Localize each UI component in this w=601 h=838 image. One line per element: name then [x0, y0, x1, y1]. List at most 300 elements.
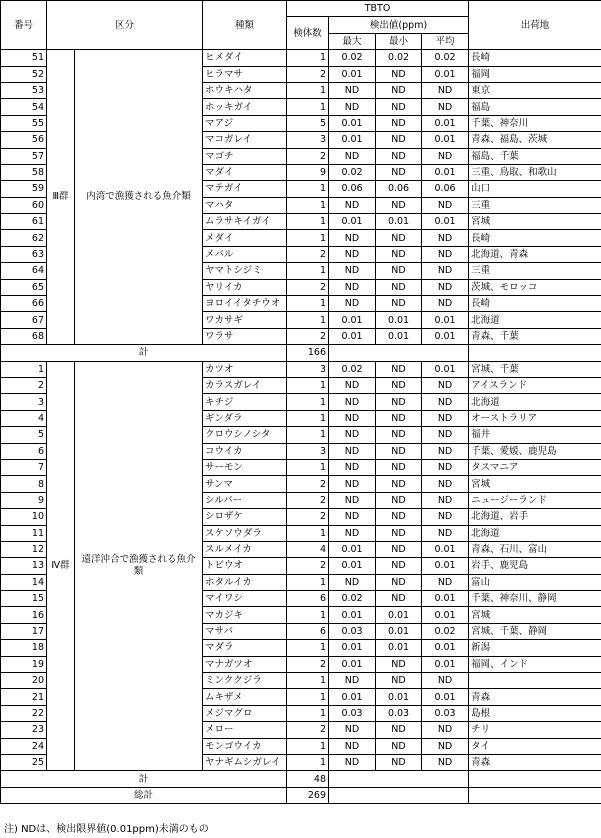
row-count: 2 — [287, 492, 329, 508]
row-max: 0.06 — [329, 181, 376, 197]
row-origin: ニュージーランド — [469, 492, 601, 508]
row-no: 9 — [1, 492, 47, 508]
row-kind: マイワシ — [203, 591, 287, 607]
row-avg: ND — [422, 279, 469, 295]
row-kind: サーモン — [203, 459, 287, 475]
row-origin: 千葉、神奈川 — [469, 115, 601, 131]
row-count: 2 — [287, 656, 329, 672]
row-no: 1 — [1, 361, 47, 377]
row-avg: 0.01 — [422, 66, 469, 82]
row-count: 1 — [287, 689, 329, 705]
row-kind: メロー — [203, 722, 287, 738]
row-max: ND — [329, 377, 376, 393]
row-count: 2 — [287, 509, 329, 525]
row-avg: ND — [422, 459, 469, 475]
row-min: ND — [376, 591, 422, 607]
row-min: 0.01 — [376, 640, 422, 656]
row-count: 1 — [287, 296, 329, 312]
row-count: 2 — [287, 476, 329, 492]
group3-total-value: 166 — [287, 345, 329, 361]
header-max: 最大 — [329, 33, 376, 49]
row-no: 8 — [1, 476, 47, 492]
row-max: ND — [329, 279, 376, 295]
row-no: 51 — [1, 50, 47, 66]
row-avg: 0.06 — [422, 181, 469, 197]
row-avg: ND — [422, 410, 469, 426]
row-no: 55 — [1, 115, 47, 131]
row-kind: マカジキ — [203, 607, 287, 623]
row-kind: メダイ — [203, 230, 287, 246]
row-origin: 三重 — [469, 263, 601, 279]
row-min: 0.01 — [376, 689, 422, 705]
row-origin: タスマニア — [469, 459, 601, 475]
row-kind: シルバー — [203, 492, 287, 508]
row-origin: タイ — [469, 738, 601, 754]
row-avg: 0.01 — [422, 361, 469, 377]
row-max: 0.01 — [329, 132, 376, 148]
row-max: 0.01 — [329, 328, 376, 344]
row-count: 2 — [287, 279, 329, 295]
row-kind: カラスガレイ — [203, 377, 287, 393]
row-max: 0.01 — [329, 66, 376, 82]
row-no: 56 — [1, 132, 47, 148]
row-origin — [469, 673, 601, 689]
row-min: ND — [376, 459, 422, 475]
row-min: ND — [376, 148, 422, 164]
row-avg: ND — [422, 263, 469, 279]
row-count: 1 — [287, 263, 329, 279]
header-tbto: TBTO — [287, 1, 469, 17]
row-origin: オーストラリア — [469, 410, 601, 426]
row-count: 1 — [287, 394, 329, 410]
row-kind: スルメイカ — [203, 541, 287, 557]
row-kind: クロウシノシタ — [203, 427, 287, 443]
row-count: 1 — [287, 459, 329, 475]
row-origin: 長崎 — [469, 50, 601, 66]
row-count: 6 — [287, 623, 329, 639]
row-avg: ND — [422, 246, 469, 262]
row-no: 61 — [1, 214, 47, 230]
row-min: ND — [376, 443, 422, 459]
row-kind: ムキザメ — [203, 689, 287, 705]
row-no: 59 — [1, 181, 47, 197]
row-avg: ND — [422, 394, 469, 410]
row-min: ND — [376, 82, 422, 98]
row-count: 4 — [287, 541, 329, 557]
row-min: 0.06 — [376, 181, 422, 197]
row-origin: 北海道 — [469, 394, 601, 410]
row-kind: ヤリイカ — [203, 279, 287, 295]
row-min: ND — [376, 656, 422, 672]
group-label: Ⅲ群 — [47, 50, 75, 345]
row-min: ND — [376, 754, 422, 770]
row-avg: ND — [422, 99, 469, 115]
row-kind: ヤナギムシガレイ — [203, 754, 287, 770]
row-no: 2 — [1, 377, 47, 393]
row-avg: ND — [422, 492, 469, 508]
row-origin: 福井 — [469, 427, 601, 443]
row-avg: ND — [422, 377, 469, 393]
row-origin: アイスランド — [469, 377, 601, 393]
row-avg: ND — [422, 574, 469, 590]
row-avg: ND — [422, 525, 469, 541]
row-no: 15 — [1, 591, 47, 607]
row-count: 1 — [287, 574, 329, 590]
row-max: 0.03 — [329, 705, 376, 721]
row-avg: 0.01 — [422, 640, 469, 656]
row-count: 1 — [287, 50, 329, 66]
row-avg: 0.02 — [422, 50, 469, 66]
row-count: 1 — [287, 607, 329, 623]
row-kind: メジマグロ — [203, 705, 287, 721]
row-no: 13 — [1, 558, 47, 574]
row-no: 18 — [1, 640, 47, 656]
row-max: ND — [329, 99, 376, 115]
row-avg: 0.01 — [422, 558, 469, 574]
row-origin: 三重、鳥取、和歌山 — [469, 164, 601, 180]
row-no: 64 — [1, 263, 47, 279]
group4-total-label: 計 — [1, 771, 287, 787]
row-no: 19 — [1, 656, 47, 672]
row-kind: ホタルイカ — [203, 574, 287, 590]
row-max: ND — [329, 722, 376, 738]
row-avg: 0.01 — [422, 312, 469, 328]
row-avg: ND — [422, 673, 469, 689]
row-no: 22 — [1, 705, 47, 721]
header-count: 検体数 — [287, 17, 329, 50]
row-kind: ワカサギ — [203, 312, 287, 328]
row-count: 1 — [287, 673, 329, 689]
row-kind: マアジ — [203, 115, 287, 131]
row-origin: 宮城 — [469, 476, 601, 492]
row-min: ND — [376, 246, 422, 262]
row-avg: ND — [422, 148, 469, 164]
row-max: 0.01 — [329, 312, 376, 328]
row-min: ND — [376, 492, 422, 508]
row-count: 1 — [287, 738, 329, 754]
row-max: ND — [329, 394, 376, 410]
row-kind: モンゴウイカ — [203, 738, 287, 754]
row-count: 2 — [287, 246, 329, 262]
row-max: ND — [329, 197, 376, 213]
row-max: ND — [329, 476, 376, 492]
row-origin: 福岡 — [469, 66, 601, 82]
row-no: 58 — [1, 164, 47, 180]
row-avg: ND — [422, 722, 469, 738]
row-count: 2 — [287, 148, 329, 164]
row-count: 3 — [287, 132, 329, 148]
row-min: 0.01 — [376, 623, 422, 639]
group3-total — [1, 345, 601, 361]
row-count: 2 — [287, 558, 329, 574]
row-avg: 0.01 — [422, 607, 469, 623]
row-no: 63 — [1, 246, 47, 262]
row-max: 0.02 — [329, 361, 376, 377]
row-avg: 0.01 — [422, 591, 469, 607]
row-kind: メバル — [203, 246, 287, 262]
header-origin: 出荷地 — [469, 1, 601, 50]
row-no: 17 — [1, 623, 47, 639]
row-kind: ヒラマサ — [203, 66, 287, 82]
row-max: ND — [329, 296, 376, 312]
row-origin: 青森、千葉 — [469, 328, 601, 344]
row-min: ND — [376, 99, 422, 115]
row-kind: マコガレイ — [203, 132, 287, 148]
row-max: 0.02 — [329, 50, 376, 66]
row-avg: 0.01 — [422, 328, 469, 344]
group4-total-value: 48 — [287, 771, 329, 787]
row-max: ND — [329, 574, 376, 590]
row-kind: マサバ — [203, 623, 287, 639]
row-no: 10 — [1, 509, 47, 525]
row-avg: 0.01 — [422, 164, 469, 180]
row-origin: 千葉、神奈川、静岡 — [469, 591, 601, 607]
row-kind: ヤマトシジミ — [203, 263, 287, 279]
row-max: 0.03 — [329, 623, 376, 639]
row-avg: ND — [422, 427, 469, 443]
row-kind: サンマ — [203, 476, 287, 492]
row-min: ND — [376, 509, 422, 525]
row-max: ND — [329, 738, 376, 754]
row-max: 0.02 — [329, 591, 376, 607]
row-kind: ギンダラ — [203, 410, 287, 426]
row-kind: マテガイ — [203, 181, 287, 197]
row-count: 2 — [287, 722, 329, 738]
row-origin: 青森、福島、茨城 — [469, 132, 601, 148]
row-max: ND — [329, 492, 376, 508]
row-max: ND — [329, 525, 376, 541]
row-kind: ミンククジラ — [203, 673, 287, 689]
row-kind: ホッキガイ — [203, 99, 287, 115]
row-avg: 0.01 — [422, 656, 469, 672]
row-min: 0.01 — [376, 328, 422, 344]
row-origin: 東京 — [469, 82, 601, 98]
row-max: ND — [329, 459, 376, 475]
header-avg: 平均 — [422, 33, 469, 49]
grand-total-label: 総計 — [1, 787, 287, 803]
row-origin: 北海道 — [469, 525, 601, 541]
row-count: 1 — [287, 705, 329, 721]
row-origin: 長崎 — [469, 296, 601, 312]
row-max: 0.01 — [329, 656, 376, 672]
row-no: 62 — [1, 230, 47, 246]
group4-body — [1, 361, 601, 771]
row-avg: ND — [422, 443, 469, 459]
header-detected: 検出値(ppm) — [329, 17, 469, 33]
row-min: ND — [376, 476, 422, 492]
row-max: 0.01 — [329, 558, 376, 574]
header-no: 番号 — [1, 1, 47, 50]
row-kind: トビウオ — [203, 558, 287, 574]
row-origin: 北海道、青森 — [469, 246, 601, 262]
row-count: 2 — [287, 66, 329, 82]
row-max: 0.01 — [329, 541, 376, 557]
row-kind: キチジ — [203, 394, 287, 410]
row-avg: ND — [422, 230, 469, 246]
row-origin: 北海道、岩手 — [469, 509, 601, 525]
row-max: ND — [329, 263, 376, 279]
group3-body — [1, 50, 601, 345]
row-max: 0.01 — [329, 689, 376, 705]
row-min: ND — [376, 738, 422, 754]
row-no: 14 — [1, 574, 47, 590]
row-no: 65 — [1, 279, 47, 295]
row-no: 6 — [1, 443, 47, 459]
row-origin: 青森 — [469, 689, 601, 705]
row-count: 1 — [287, 754, 329, 770]
row-origin: 千葉、愛媛、鹿児島 — [469, 443, 601, 459]
group-label: Ⅳ群 — [47, 361, 75, 771]
row-avg: ND — [422, 738, 469, 754]
row-avg: 0.03 — [422, 705, 469, 721]
row-min: ND — [376, 197, 422, 213]
row-min: ND — [376, 230, 422, 246]
header-category: 区分 — [47, 1, 203, 50]
row-kind: スケソウダラ — [203, 525, 287, 541]
row-count: 1 — [287, 377, 329, 393]
row-min: ND — [376, 66, 422, 82]
row-max: 0.01 — [329, 640, 376, 656]
row-kind: ホウキハタ — [203, 82, 287, 98]
row-origin: 新潟 — [469, 640, 601, 656]
row-max: ND — [329, 82, 376, 98]
row-count: 3 — [287, 443, 329, 459]
row-count: 1 — [287, 525, 329, 541]
row-count: 1 — [287, 427, 329, 443]
row-min: 0.01 — [376, 607, 422, 623]
row-origin: 青森、石川、富山 — [469, 541, 601, 557]
row-min: 0.03 — [376, 705, 422, 721]
row-count: 9 — [287, 164, 329, 180]
row-count: 6 — [287, 591, 329, 607]
row-no: 67 — [1, 312, 47, 328]
row-avg: ND — [422, 754, 469, 770]
row-kind: ヨロイイタチウオ — [203, 296, 287, 312]
row-avg: 0.01 — [422, 689, 469, 705]
row-avg: 0.01 — [422, 214, 469, 230]
row-count: 1 — [287, 230, 329, 246]
row-origin: 長崎 — [469, 230, 601, 246]
row-kind: ヒメダイ — [203, 50, 287, 66]
row-count: 1 — [287, 82, 329, 98]
row-origin: 茨城、モロッコ — [469, 279, 601, 295]
row-no: 12 — [1, 541, 47, 557]
row-no: 5 — [1, 427, 47, 443]
row-min: ND — [376, 673, 422, 689]
row-count: 1 — [287, 181, 329, 197]
row-avg: ND — [422, 197, 469, 213]
row-origin: 宮城 — [469, 607, 601, 623]
row-kind: ワラサ — [203, 328, 287, 344]
row-min: ND — [376, 410, 422, 426]
row-origin: 青森 — [469, 754, 601, 770]
row-min: ND — [376, 377, 422, 393]
row-no: 60 — [1, 197, 47, 213]
row-no: 53 — [1, 82, 47, 98]
row-min: ND — [376, 115, 422, 131]
row-max: 0.01 — [329, 214, 376, 230]
row-count: 1 — [287, 312, 329, 328]
row-min: ND — [376, 722, 422, 738]
table-row — [1, 361, 601, 377]
row-no: 23 — [1, 722, 47, 738]
row-no: 3 — [1, 394, 47, 410]
row-no: 54 — [1, 99, 47, 115]
row-origin: 岩手、鹿児島 — [469, 558, 601, 574]
row-origin: 宮城、千葉、静岡 — [469, 623, 601, 639]
row-min: ND — [376, 394, 422, 410]
row-no: 68 — [1, 328, 47, 344]
row-origin: 福島 — [469, 99, 601, 115]
row-count: 3 — [287, 361, 329, 377]
row-avg: ND — [422, 82, 469, 98]
row-no: 52 — [1, 66, 47, 82]
row-no: 11 — [1, 525, 47, 541]
row-avg: ND — [422, 509, 469, 525]
row-min: 0.01 — [376, 214, 422, 230]
row-no: 57 — [1, 148, 47, 164]
row-count: 5 — [287, 115, 329, 131]
row-count: 1 — [287, 197, 329, 213]
row-origin: 山口 — [469, 181, 601, 197]
row-avg: ND — [422, 296, 469, 312]
row-origin: 三重 — [469, 197, 601, 213]
row-max: ND — [329, 673, 376, 689]
row-kind: ムラサキイガイ — [203, 214, 287, 230]
header-min: 最小 — [376, 33, 422, 49]
row-origin: 富山 — [469, 574, 601, 590]
row-kind: マハタ — [203, 197, 287, 213]
row-min: ND — [376, 132, 422, 148]
row-count: 2 — [287, 328, 329, 344]
row-no: 21 — [1, 689, 47, 705]
row-origin: 宮城、千葉 — [469, 361, 601, 377]
row-no: 24 — [1, 738, 47, 754]
row-min: ND — [376, 427, 422, 443]
row-kind: シロザケ — [203, 509, 287, 525]
row-min: ND — [376, 164, 422, 180]
header-kind: 種類 — [203, 1, 287, 50]
row-max: 0.01 — [329, 607, 376, 623]
row-kind: コウイカ — [203, 443, 287, 459]
category-label: 内湾で漁獲される魚介類 — [75, 50, 203, 345]
row-kind: マナガツオ — [203, 656, 287, 672]
row-avg: 0.01 — [422, 541, 469, 557]
row-no: 25 — [1, 754, 47, 770]
row-max: 0.02 — [329, 164, 376, 180]
row-kind: マゴチ — [203, 148, 287, 164]
table-row — [1, 50, 601, 66]
row-origin: 島根 — [469, 705, 601, 721]
row-min: ND — [376, 263, 422, 279]
row-kind: マダラ — [203, 640, 287, 656]
row-max: ND — [329, 427, 376, 443]
row-min: ND — [376, 525, 422, 541]
row-max: ND — [329, 754, 376, 770]
row-avg: ND — [422, 476, 469, 492]
row-max: 0.01 — [329, 115, 376, 131]
row-count: 1 — [287, 410, 329, 426]
totals — [1, 771, 601, 804]
row-count: 1 — [287, 640, 329, 656]
row-origin: チリ — [469, 722, 601, 738]
row-min: ND — [376, 279, 422, 295]
category-label: 遠洋沖合で漁獲される魚介類 — [75, 361, 203, 771]
row-max: ND — [329, 410, 376, 426]
grand-total-value: 269 — [287, 787, 329, 803]
row-min: ND — [376, 558, 422, 574]
row-origin: 福島、千葉 — [469, 148, 601, 164]
